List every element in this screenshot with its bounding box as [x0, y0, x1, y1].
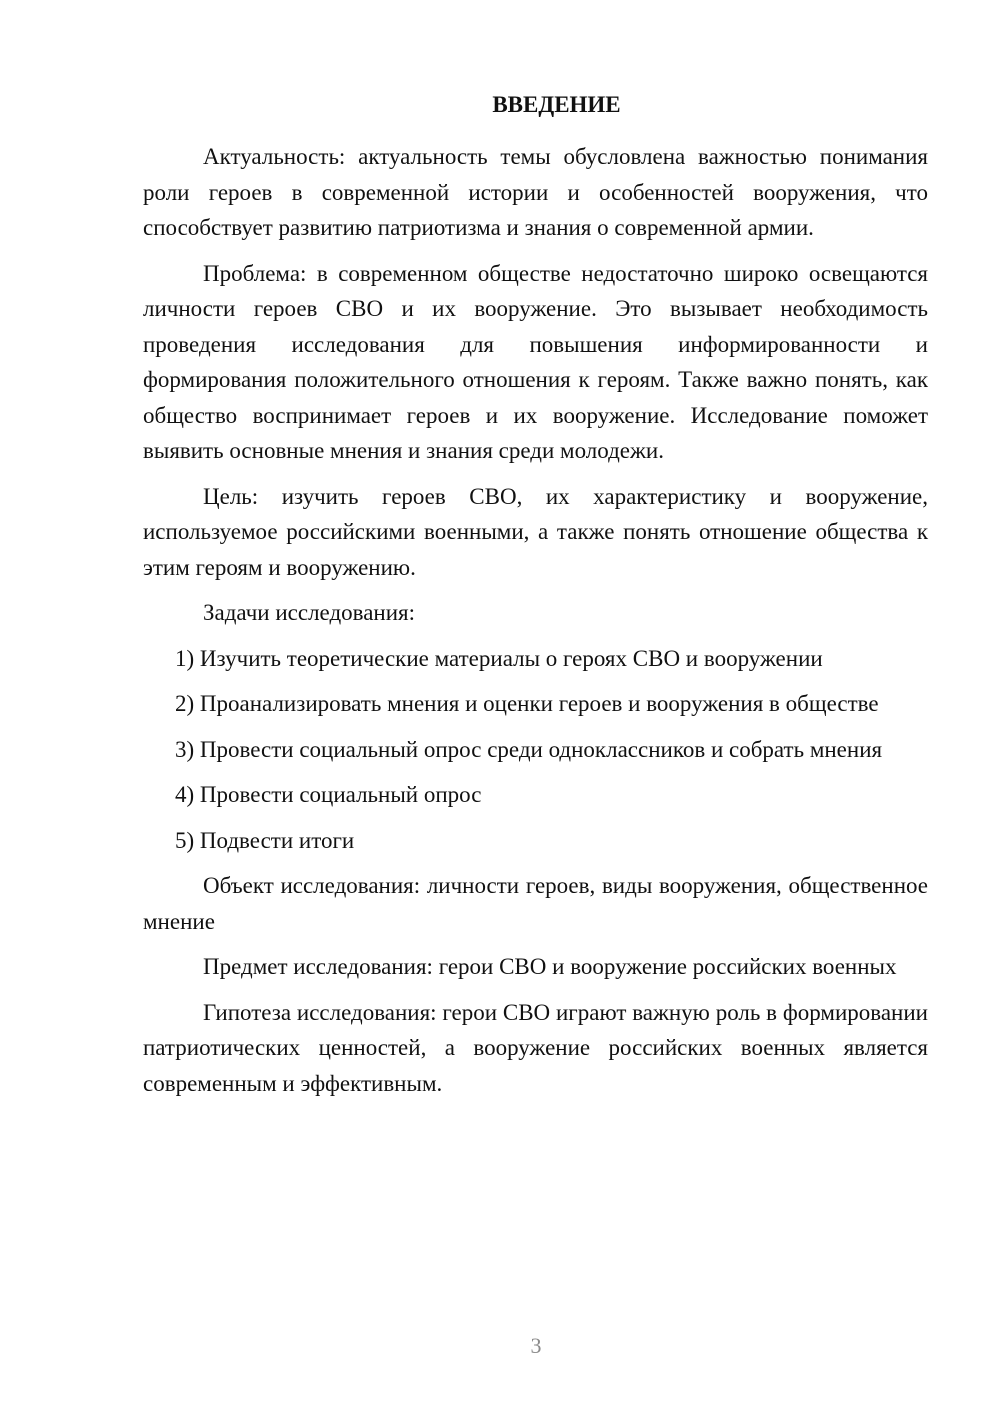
paragraph-actuality: Актуальность: актуальность темы обусловлена важностью понимания роли героев в современной истории и особенностей вооружения, что способствует развитию патриотизма и знания о современной армии. [143, 144, 928, 240]
paragraph-goal: Цель: изучить героев СВО, их характеристику и вооружение, используемое российскими военными, а также понять отношение общества к этим героям и вооружению. [143, 483, 928, 580]
task-item-1: 1) Изучить теоретические материалы о героях СВО и вооружении [175, 645, 823, 671]
tasks-heading: Задачи исследования: [203, 600, 416, 625]
paragraph-subject: Предмет исследования: герои СВО и вооружение российских военных [203, 954, 897, 979]
task-item-3: 3) Провести социальный опрос среди одноклассников и собрать мнения [175, 736, 883, 762]
page-content [143, 92, 928, 1111]
paragraph-problem: Проблема: в современном обществе недостаточно широко освещаются личности героев СВО и их вооружение. Это вызывает необходимость проведения исследования для повышения информированности и формирования положительного отношения к героям. Также важно понять, как общество воспринимает героев и их вооружение. Исследование поможет выявить основные мнения и знания среди молодежи. [143, 260, 928, 463]
page-title: ВВЕДЕНИЕ [492, 92, 621, 117]
task-item-5: 5) Подвести итоги [175, 827, 355, 853]
task-item-4: 4) Провести социальный опрос [175, 782, 482, 807]
page-number: 3 [530, 1333, 542, 1358]
paragraph-object: Объект исследования: личности героев, виды вооружения, общественное мнение [143, 873, 928, 934]
task-item-2: 2) Проанализировать мнения и оценки героев и вооружения в обществе [175, 691, 879, 716]
paragraph-hypothesis: Гипотеза исследования: герои СВО играют важную роль в формировании патриотических ценностей, а вооружение российских военных является современным и эффективным. [143, 999, 928, 1096]
